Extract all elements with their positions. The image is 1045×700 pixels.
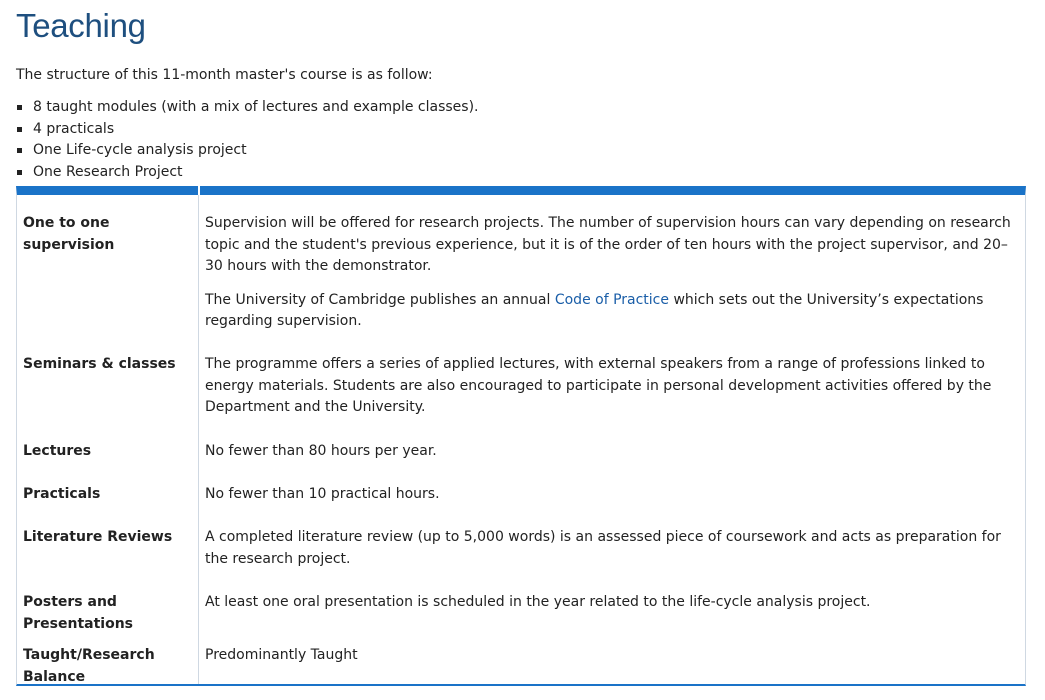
list-item-text: 8 taught modules (with a mix of lectures and example classes). — [33, 99, 479, 115]
square-bullet-icon — [17, 170, 22, 175]
row-value: No fewer than 80 hours per year. — [205, 443, 437, 459]
row-label: Taught/Research Balance — [23, 647, 155, 685]
row-label: Practicals — [23, 486, 101, 502]
list-item-text: One Research Project — [33, 164, 183, 181]
teaching-table — [16, 186, 1026, 686]
row-value: Predominantly Taught — [205, 647, 358, 663]
square-bullet-icon — [17, 148, 22, 153]
column-divider — [198, 195, 199, 684]
row-label: Literature Reviews — [23, 529, 173, 545]
course-structure-list — [16, 97, 1028, 184]
square-bullet-icon — [17, 127, 22, 132]
row-label: Seminars & classes — [23, 356, 176, 372]
row-paragraph — [205, 290, 1020, 333]
list-item — [16, 162, 1028, 184]
row-value: A completed literature review (up to 5,000 words) is an assessed piece of coursework and acts as preparation for the research project. — [205, 529, 1001, 567]
row-value: No fewer than 10 practical hours. — [205, 486, 440, 502]
row-label: Lectures — [23, 443, 92, 459]
paragraph-text: The University of Cambridge publishes an annual — [205, 291, 555, 308]
row-paragraph: Supervision will be offered for research projects. The number of supervision hours can vary depending on research topic and the student's previous experience, but it is of the order of ten hours with the project supervisor, and 20–30 hours with the demonstrator. — [205, 215, 1011, 274]
row-value: At least one oral presentation is scheduled in the year related to the life-cycle analysis project. — [205, 594, 871, 610]
row-label: One to one supervision — [23, 215, 115, 253]
list-item — [16, 119, 1028, 141]
page-title: Teaching — [16, 7, 146, 44]
content-area — [16, 0, 1028, 184]
row-label: Posters and Presentations — [23, 594, 134, 632]
list-item — [16, 140, 1028, 162]
intro-text: The structure of this 11-month master's course is as follow: — [16, 67, 433, 83]
square-bullet-icon — [17, 105, 22, 110]
list-item-text: 4 practicals — [33, 120, 115, 137]
paragraph-text: which sets out the University’s expectations regarding supervision. — [205, 291, 984, 329]
table-header-gap — [198, 186, 200, 195]
row-value — [205, 213, 1020, 345]
code-of-practice-link[interactable]: Code of Practice — [554, 291, 669, 308]
list-item — [16, 97, 1028, 119]
row-value: The programme offers a series of applied lectures, with external speakers from a range of professions linked to energy materials. Students are also encouraged to participate in personal development activities offered by the Department and the University. — [205, 356, 992, 415]
list-item-text: One Life-cycle analysis project — [33, 142, 247, 159]
